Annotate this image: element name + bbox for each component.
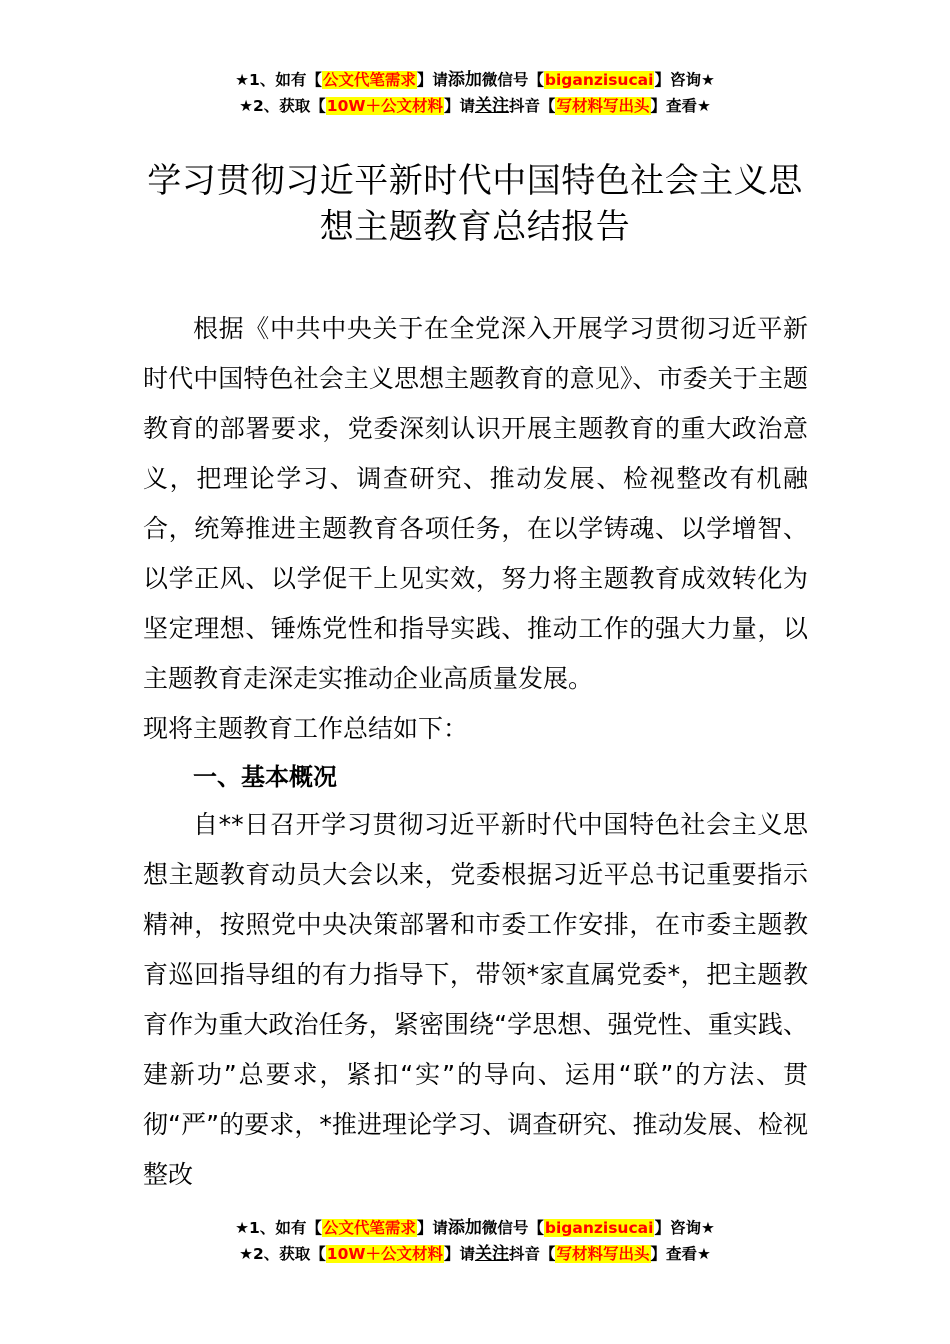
footer-banner xyxy=(0,1215,950,1267)
banner-line-2: ★2、获取【10W＋公文材料】请关注抖音【写材料写出头】查看★ xyxy=(239,96,711,116)
section-heading: 一、基本概况 xyxy=(193,763,337,791)
highlight-service: 公文代笔需求 xyxy=(322,1219,416,1237)
highlight-wechat-id: biganzisucai xyxy=(544,71,654,89)
overview-paragraph: 自**日召开学习贯彻习近平新时代中国特色社会主义思想主题教育动员大会以来，党委根据习近平总书记重要指示精神，按照党中央决策部署和市委工作安排，在市委主题教育巡回指导组的有力指导下，带领*家直属党委*，把主题教育作为重大政治任务，紧密围绕“学思想、强党性、重实践、建新功”总要求，紧扣“实”的导向、运用“联”的方法、贯彻“严”的要求，*推进理论学习、调查研究、推动发展、检视整改 xyxy=(143,810,808,1189)
intro-paragraph: 根据《中共中央关于在全党深入开展学习贯彻习近平新时代中国特色社会主义思想主题教育的意见》、市委关于主题教育的部署要求，党委深刻认识开展主题教育的重大政治意义，把理论学习、调查研究、推动发展、检视整改有机融合，统筹推进主题教育各项任务，在以学铸魂、以学增智、以学正风、以学促干上见实效，努力将主题教育成效转化为坚定理想、锤炼党性和指导实践、推动工作的强大力量，以主题教育走深走实推动企业高质量发展。 xyxy=(143,314,808,693)
document-title: 学习贯彻习近平新时代中国特色社会主义思 想主题教育总结报告 xyxy=(147,161,803,247)
highlight-service: 公文代笔需求 xyxy=(322,71,416,89)
highlight-douyin-id: 写材料写出头 xyxy=(556,97,650,115)
footer-line-2: ★2、获取【10W＋公文材料】请关注抖音【写材料写出头】查看★ xyxy=(239,1244,711,1264)
intro-closing-line: 现将主题教育工作总结如下： xyxy=(143,714,469,743)
highlight-wechat-id: biganzisucai xyxy=(544,1219,654,1237)
document-body xyxy=(143,304,808,1200)
highlight-materials: 10W＋公文材料 xyxy=(326,97,443,115)
highlight-douyin-id: 写材料写出头 xyxy=(556,1245,650,1263)
footer-line-1: ★1、如有【公文代笔需求】请添加微信号【biganzisucai】咨询★ xyxy=(235,1218,715,1238)
highlight-materials: 10W＋公文材料 xyxy=(326,1245,443,1263)
banner-line-1: ★1、如有【公文代笔需求】请添加微信号【biganzisucai】咨询★ xyxy=(235,70,715,90)
header-banner xyxy=(0,67,950,119)
